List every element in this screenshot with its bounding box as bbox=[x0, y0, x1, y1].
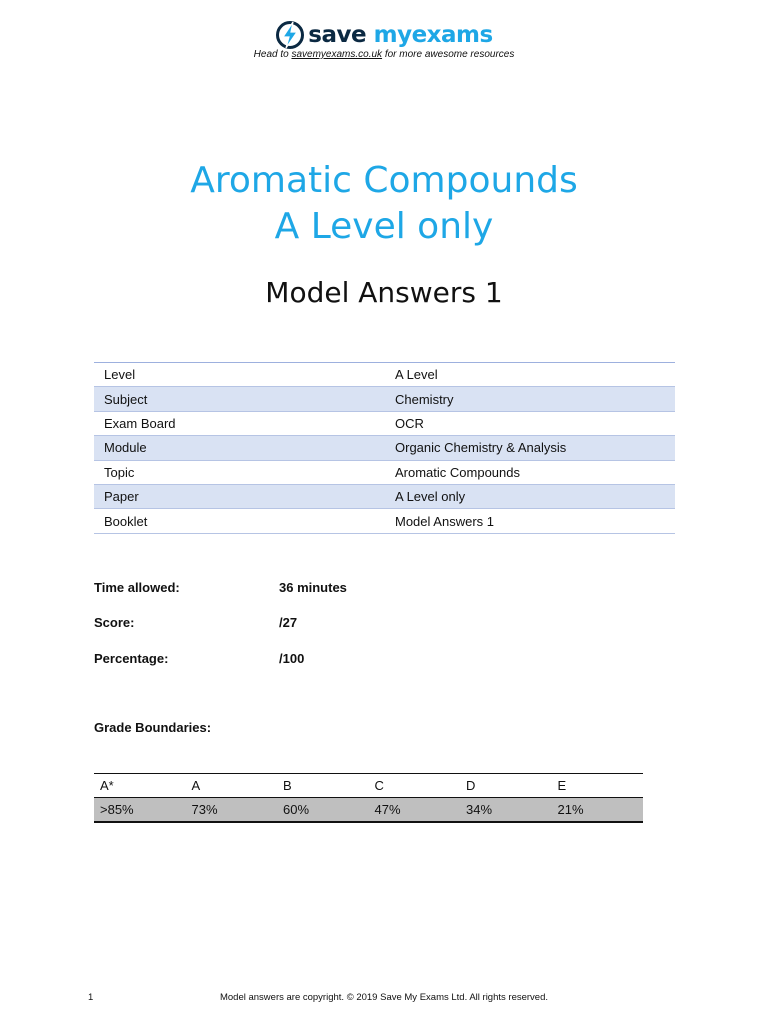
score-label: Score: bbox=[94, 615, 135, 630]
info-value: Organic Chemistry & Analysis bbox=[387, 436, 675, 460]
info-row bbox=[94, 411, 675, 435]
time-allowed-row bbox=[94, 580, 347, 595]
info-label: Module bbox=[94, 436, 387, 460]
copyright-notice: Model answers are copyright. © 2019 Save My Exams Ltd. All rights reserved. bbox=[219, 992, 549, 1003]
grade-header-row bbox=[94, 774, 643, 798]
lightning-bolt-icon bbox=[275, 20, 305, 50]
grade-label: A* bbox=[94, 774, 186, 798]
grade-value: 73% bbox=[186, 798, 277, 823]
info-value: Aromatic Compounds bbox=[387, 460, 675, 484]
page-subtitle: Model Answers 1 bbox=[265, 276, 503, 309]
grade-values-row bbox=[94, 798, 643, 823]
percentage-value: /100 bbox=[279, 651, 305, 666]
time-allowed-value: 36 minutes bbox=[279, 580, 347, 595]
logo-text: save myexams bbox=[308, 22, 493, 48]
info-value: OCR bbox=[387, 411, 675, 435]
footer bbox=[0, 992, 768, 1006]
grade-value: 47% bbox=[369, 798, 460, 823]
info-value: Model Answers 1 bbox=[387, 509, 675, 533]
logo[interactable] bbox=[0, 18, 768, 52]
grade-label: B bbox=[277, 774, 368, 798]
percentage-row bbox=[94, 651, 305, 666]
grade-value: >85% bbox=[94, 798, 186, 823]
website-link[interactable]: savemyexams.co.uk bbox=[291, 49, 383, 60]
grade-value: 60% bbox=[277, 798, 368, 823]
info-label: Booklet bbox=[94, 509, 387, 533]
score-row bbox=[94, 615, 298, 630]
info-label: Exam Board bbox=[94, 411, 387, 435]
info-label: Level bbox=[94, 363, 387, 387]
info-row bbox=[94, 484, 675, 508]
info-value: A Level only bbox=[387, 484, 675, 508]
tagline: Head to savemyexams.co.uk for more awesome resources bbox=[253, 49, 515, 60]
info-value: A Level bbox=[387, 363, 675, 387]
grade-boundaries-title: Grade Boundaries: bbox=[94, 720, 212, 735]
info-row bbox=[94, 363, 675, 387]
info-row bbox=[94, 460, 675, 484]
info-row bbox=[94, 436, 675, 460]
page-title bbox=[0, 158, 768, 250]
time-allowed-label: Time allowed: bbox=[94, 580, 180, 595]
score-value: /27 bbox=[279, 615, 298, 630]
grade-label: C bbox=[369, 774, 460, 798]
info-label: Topic bbox=[94, 460, 387, 484]
info-row bbox=[94, 509, 675, 533]
grade-label: D bbox=[460, 774, 551, 798]
info-row bbox=[94, 387, 675, 411]
page-number: 1 bbox=[88, 992, 94, 1003]
grade-label: E bbox=[551, 774, 643, 798]
info-label: Paper bbox=[94, 484, 387, 508]
info-value: Chemistry bbox=[387, 387, 675, 411]
grade-label: A bbox=[186, 774, 277, 798]
info-label: Subject bbox=[94, 387, 387, 411]
grade-boundaries-table bbox=[94, 773, 643, 823]
grade-value: 21% bbox=[551, 798, 643, 823]
percentage-label: Percentage: bbox=[94, 651, 169, 666]
title-line-2: A Level only bbox=[274, 206, 494, 247]
title-line-1: Aromatic Compounds bbox=[190, 160, 578, 201]
info-table bbox=[94, 362, 675, 534]
grade-value: 34% bbox=[460, 798, 551, 823]
